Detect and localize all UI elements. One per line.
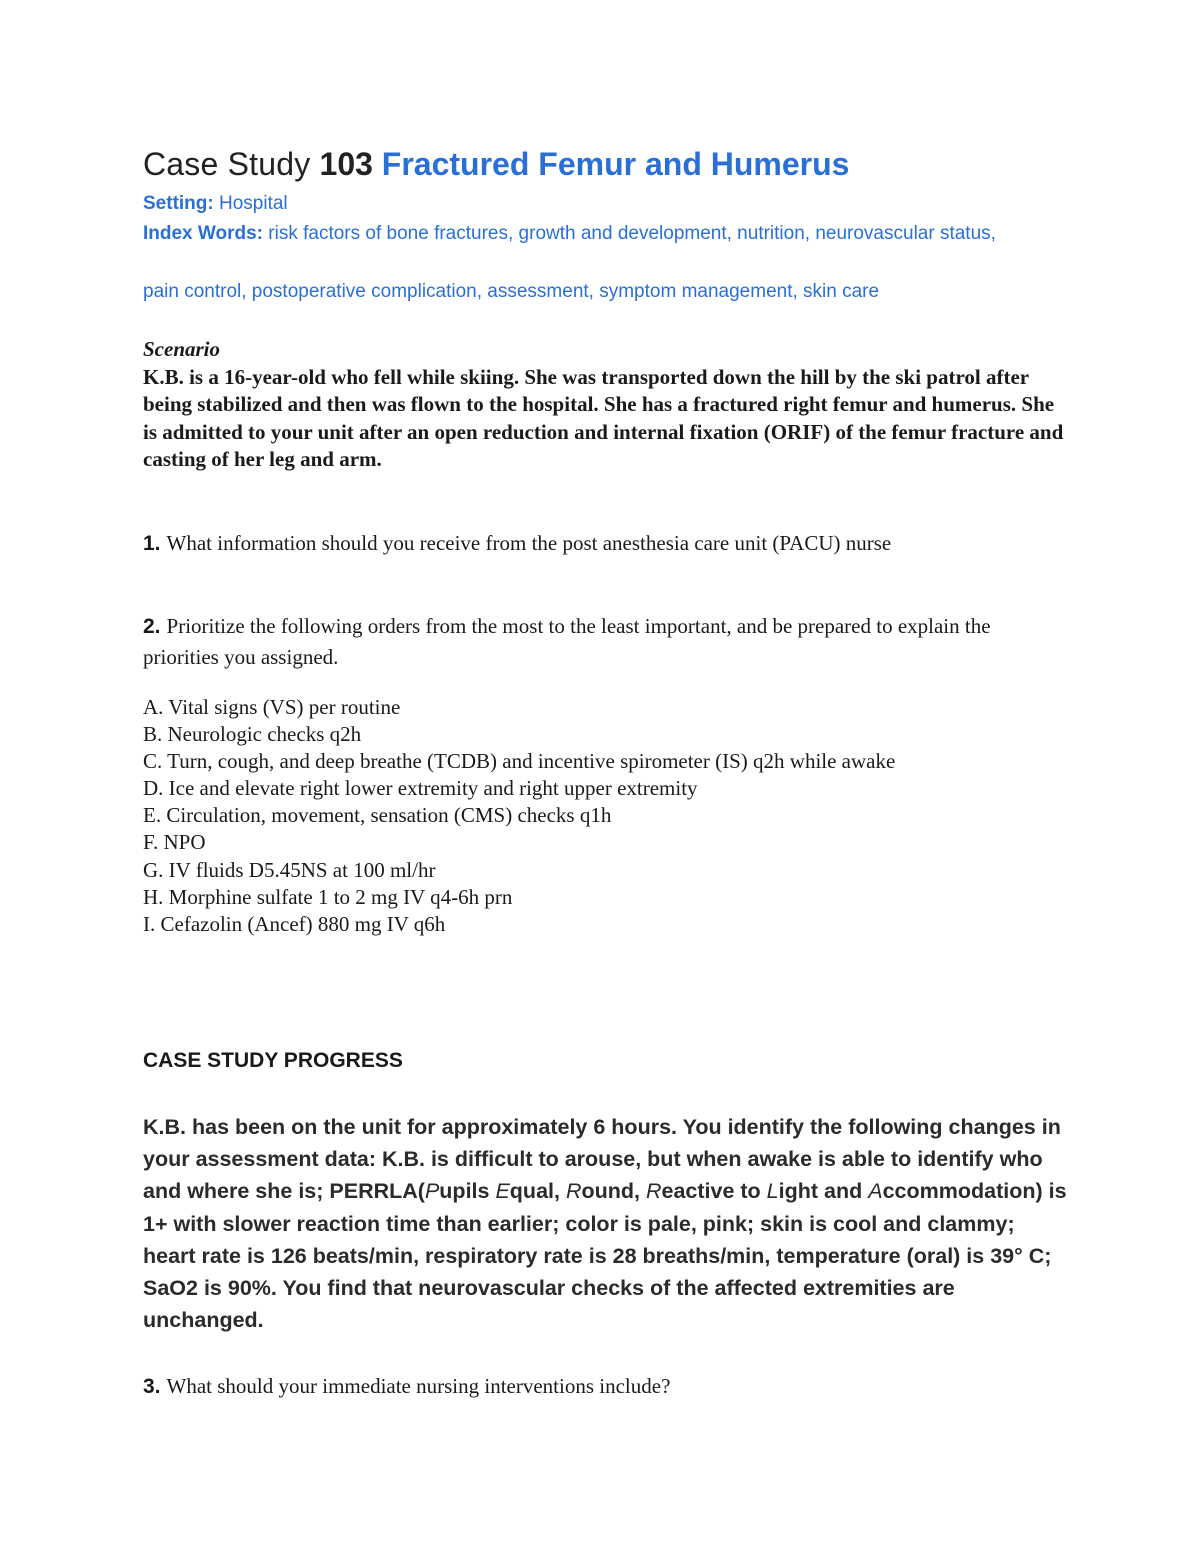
question-1-text: What information should you receive from the post anesthesia care unit (PACU) nurse	[166, 531, 892, 555]
perrla-letter: R	[645, 1179, 662, 1204]
progress-segment: qual,	[509, 1179, 566, 1204]
title-prefix: Case Study	[143, 146, 320, 182]
index-words-line1: risk factors of bone fractures, growth and development, nutrition, neurovascular status,	[263, 223, 996, 244]
scenario-heading: Scenario	[143, 337, 221, 361]
question-3-number: 3.	[143, 1375, 161, 1398]
order-item: I. Cefazolin (Ancef) 880 mg IV q6h	[143, 911, 446, 936]
index-words-line2: pain control, postoperative complication, assessment, symptom management, skin care	[143, 281, 880, 302]
question-2	[143, 611, 1043, 672]
question-3-text: What should your immediate nursing interventions include?	[166, 1374, 671, 1398]
order-item: F. NPO	[143, 830, 206, 855]
progress-segment: eactive to	[661, 1179, 767, 1204]
order-item: C. Turn, cough, and deep breathe (TCDB) and incentive spirometer (IS) q2h while awake	[143, 749, 896, 774]
progress-heading: CASE STUDY PROGRESS	[143, 1049, 403, 1072]
scenario-text: K.B. is a 16-year-old who fell while skiing. She was transported down the hill by the ski patrol after being stabilized and then was flown to the hospital. She has a fractured right femur and humerus. She is admitted to your unit after an open reduction and internal fixation (ORIF) of the femur fracture and casting of her leg and arm.	[143, 365, 1064, 471]
question-1	[143, 528, 1043, 559]
perrla-letter: L	[766, 1179, 779, 1204]
perrla-letter: A	[868, 1179, 883, 1204]
orders-list	[143, 694, 963, 938]
order-item: G. IV fluids D5.45NS at 100 ml/hr	[143, 857, 436, 882]
setting-line	[143, 189, 1083, 218]
progress-segment: ound,	[581, 1179, 646, 1204]
title-name: Fractured Femur and Humerus	[381, 146, 850, 182]
order-item: H. Morphine sulfate 1 to 2 mg IV q4-6h prn	[143, 884, 513, 909]
perrla-letter: P	[424, 1179, 440, 1204]
perrla-letter: R	[565, 1179, 582, 1204]
order-item: D. Ice and elevate right lower extremity and right upper extremity	[143, 776, 698, 801]
order-item: E. Circulation, movement, sensation (CMS) checks q1h	[143, 803, 612, 828]
question-1-number: 1.	[143, 532, 161, 555]
progress-segment: upils	[439, 1179, 496, 1204]
case-study-title	[143, 142, 1143, 186]
progress-segment: K.B. has been on the unit for approximately 6 hours. You identify the following changes in your assessment data: K.B. is difficult to arouse, but when awake is able to identify who and where she is; PERRLA(	[143, 1115, 1061, 1204]
index-words-line	[143, 219, 1083, 248]
order-item: A. Vital signs (VS) per routine	[143, 695, 401, 719]
perrla-letter: E	[495, 1179, 510, 1204]
progress-segment: ccommodation) is 1+ with slower reaction time than earlier; color is pale, pink; skin is cool and clammy; heart rate is 126 beats/min, respiratory rate is 28 breaths/min, temperature (oral) is 39° C; SaO2 is 90%. You find that neurovascular checks of the affected extremities are unchanged.	[143, 1179, 1067, 1333]
question-2-text: Prioritize the following orders from the most to the least important, and be prepared to explain the priorities you assigned.	[143, 614, 991, 669]
setting-value: Hospital	[213, 193, 288, 214]
setting-label: Setting:	[143, 193, 214, 214]
question-2-number: 2.	[143, 615, 161, 638]
title-number: 103	[319, 146, 382, 182]
question-3	[143, 1371, 1043, 1402]
progress-segment: ight and	[778, 1179, 869, 1204]
index-words-label: Index Words:	[143, 223, 263, 244]
progress-text	[143, 1111, 1073, 1336]
order-item: B. Neurologic checks q2h	[143, 722, 362, 747]
